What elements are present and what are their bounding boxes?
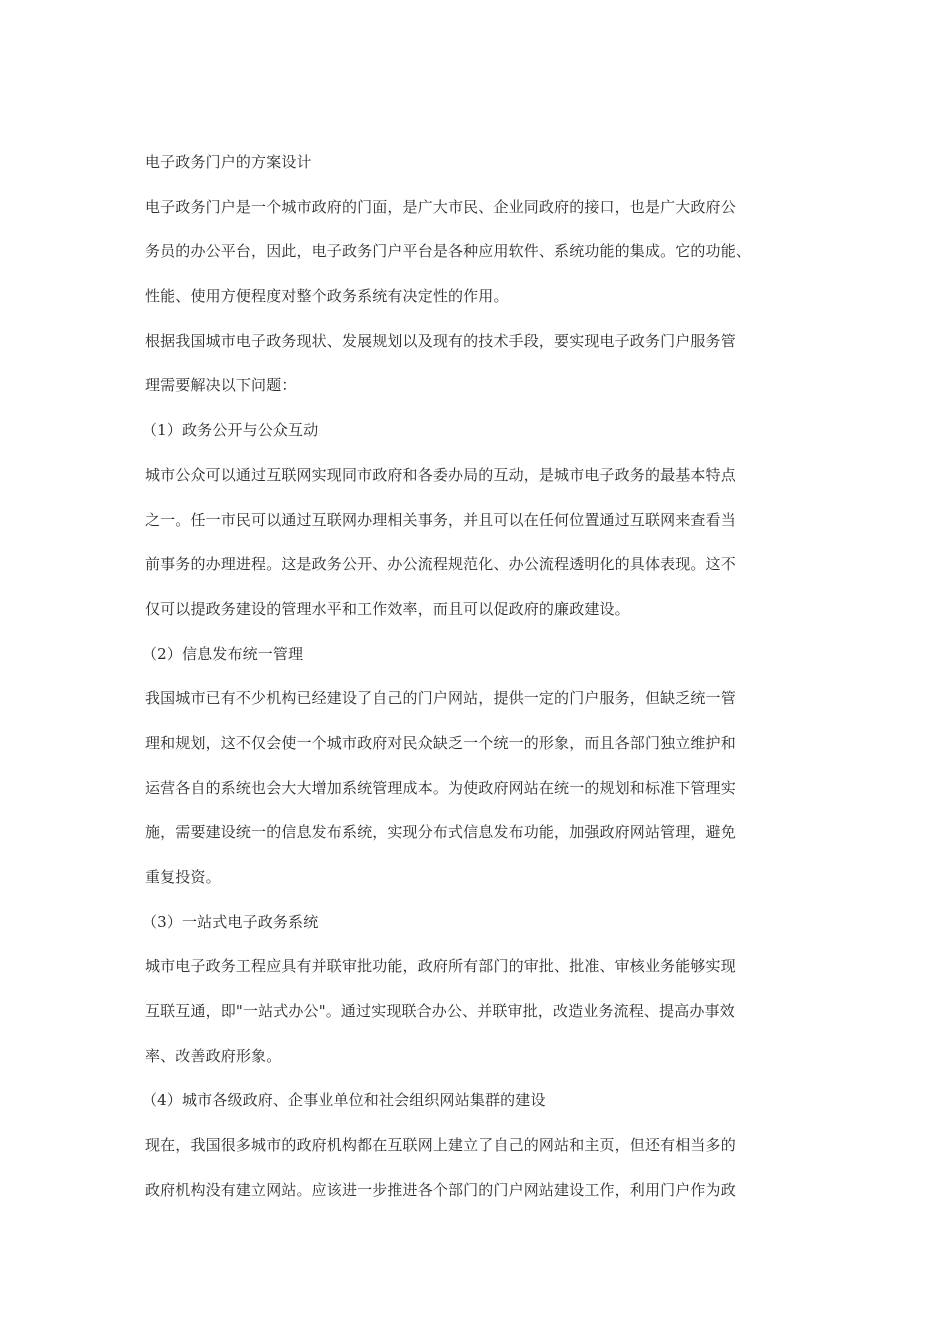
paragraph-line: 理和规划，这不仅会使一个城市政府对民众缺乏一个统一的形象，而且各部门独立维护和 bbox=[145, 733, 736, 752]
paragraph-line: 之一。任一市民可以通过互联网办理相关事务，并且可以在任何位置通过互联网来查看当 bbox=[145, 510, 736, 529]
paragraph-line: 性能、使用方便程度对整个政务系统有决定性的作用。 bbox=[145, 287, 509, 306]
section-heading: （2）信息发布统一管理 bbox=[142, 644, 304, 663]
paragraph-line: 政府机构没有建立网站。应该进一步推进各个部门的门户网站建设工作，利用门户作为政 bbox=[145, 1180, 736, 1199]
paragraph-line: 重复投资。 bbox=[145, 868, 221, 886]
paragraph-line: 电子政务门户是一个城市政府的门面，是广大市民、企业同政府的接口，也是广大政府公 bbox=[145, 197, 736, 216]
section-heading: （1）政务公开与公众互动 bbox=[142, 421, 319, 440]
paragraph-line: 运营各自的系统也会大大增加系统管理成本。为使政府网站在统一的规划和标准下管理实 bbox=[145, 778, 736, 797]
paragraph-line: 前事务的办理进程。这是政务公开、办公流程规范化、办公流程透明化的具体表现。这不 bbox=[145, 555, 736, 574]
paragraph-line: 率、改善政府形象。 bbox=[145, 1046, 282, 1065]
document-page bbox=[142, 147, 810, 1220]
paragraph-line: 务员的办公平台，因此，电子政务门户平台是各种应用软件、系统功能的集成。它的功能、 bbox=[145, 242, 752, 261]
paragraph-line: 理需要解决以下问题： bbox=[145, 376, 297, 395]
paragraph-line: 根据我国城市电子政务现状、发展规划以及现有的技术手段，要实现电子政务门户服务管 bbox=[145, 331, 736, 350]
section-heading: （3）一站式电子政务系统 bbox=[142, 912, 319, 931]
paragraph-line: 我国城市已有不少机构已经建设了自己的门户网站，提供一定的门户服务，但缺乏统一管 bbox=[145, 689, 736, 708]
section-heading: （4）城市各级政府、企事业单位和社会组织网站集群的建设 bbox=[142, 1091, 546, 1110]
paragraph-line: 施，需要建设统一的信息发布系统，实现分布式信息发布功能，加强政府网站管理，避免 bbox=[145, 823, 736, 842]
paragraph-line: 城市电子政务工程应具有并联审批功能，政府所有部门的审批、批准、审核业务能够实现 bbox=[145, 957, 736, 976]
paragraph-line: 互联互通，即"一站式办公"。通过实现联合办公、并联审批，改造业务流程、提高办事效 bbox=[145, 1002, 735, 1021]
document-title: 电子政务门户的方案设计 bbox=[145, 153, 312, 171]
paragraph-line: 仅可以提政务建设的管理水平和工作效率，而且可以促政府的廉政建设。 bbox=[145, 599, 630, 618]
paragraph-line: 现在，我国很多城市的政府机构都在互联网上建立了自己的网站和主页，但还有相当多的 bbox=[145, 1136, 736, 1155]
paragraph-line: 城市公众可以通过互联网实现同市政府和各委办局的互动，是城市电子政务的最基本特点 bbox=[145, 465, 736, 484]
